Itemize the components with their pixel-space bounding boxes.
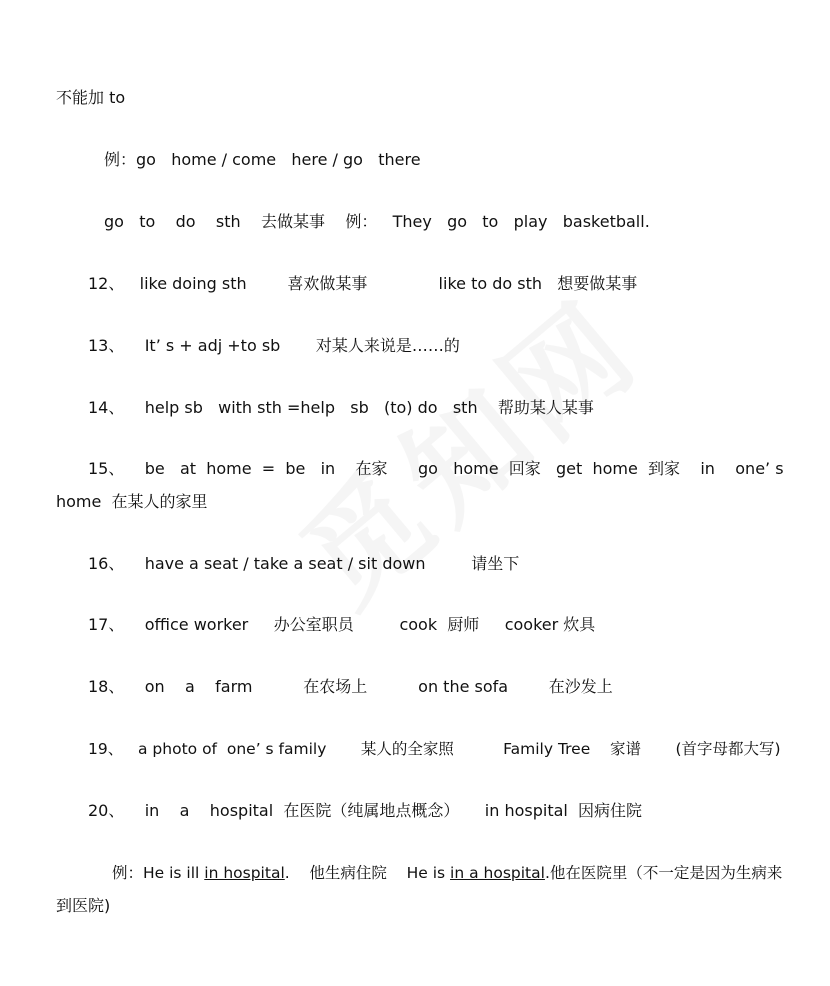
text-line: 19、 a photo of one’ s family 某人的全家照 Family Tree 家谱 (首字母都大写) (88, 740, 781, 758)
example-suffix: .他在医院里（不一定是因为生病来 (544, 864, 783, 882)
example-middle: . 他生病住院 He is (284, 864, 451, 882)
text-line: 13、 It’ s + adj +to sb 对某人来说是……的 (88, 336, 460, 355)
text-line: 17、 office worker 办公室职员 cook 厨师 cooker 炊具 (88, 615, 596, 634)
text-line: go to do sth 去做某事 例： They go to play basketball. (104, 212, 650, 231)
text-line: 12、 like doing sth 喜欢做某事 like to do sth 想要做某事 (88, 274, 638, 293)
example-prefix: 例：He is ill (112, 864, 205, 882)
underlined-phrase: in a hospital (450, 864, 545, 882)
watermark (260, 255, 669, 637)
text-line: 16、 have a seat / take a seat / sit down 请坐下 (88, 554, 520, 573)
text-line: 15、 be at home = be in 在家 go home 回家 get home 到家 in one’ s (88, 459, 784, 478)
text-line: 例：go home / come here / go there (104, 150, 421, 169)
text-line: 14、 help sb with sth =help sb (to) do sth 帮助某人某事 (88, 398, 594, 417)
text-line: 不能加 to (56, 88, 126, 107)
text-line: home 在某人的家里 (56, 492, 208, 511)
underlined-phrase: in hospital (204, 864, 285, 882)
text-line: 18、 on a farm 在农场上 on the sofa 在沙发上 (88, 677, 613, 696)
text-line: 20、 in a hospital 在医院（纯属地点概念） in hospital 因病住院 (88, 801, 643, 820)
text-line: 到医院) (56, 896, 111, 915)
example-line (112, 863, 782, 883)
